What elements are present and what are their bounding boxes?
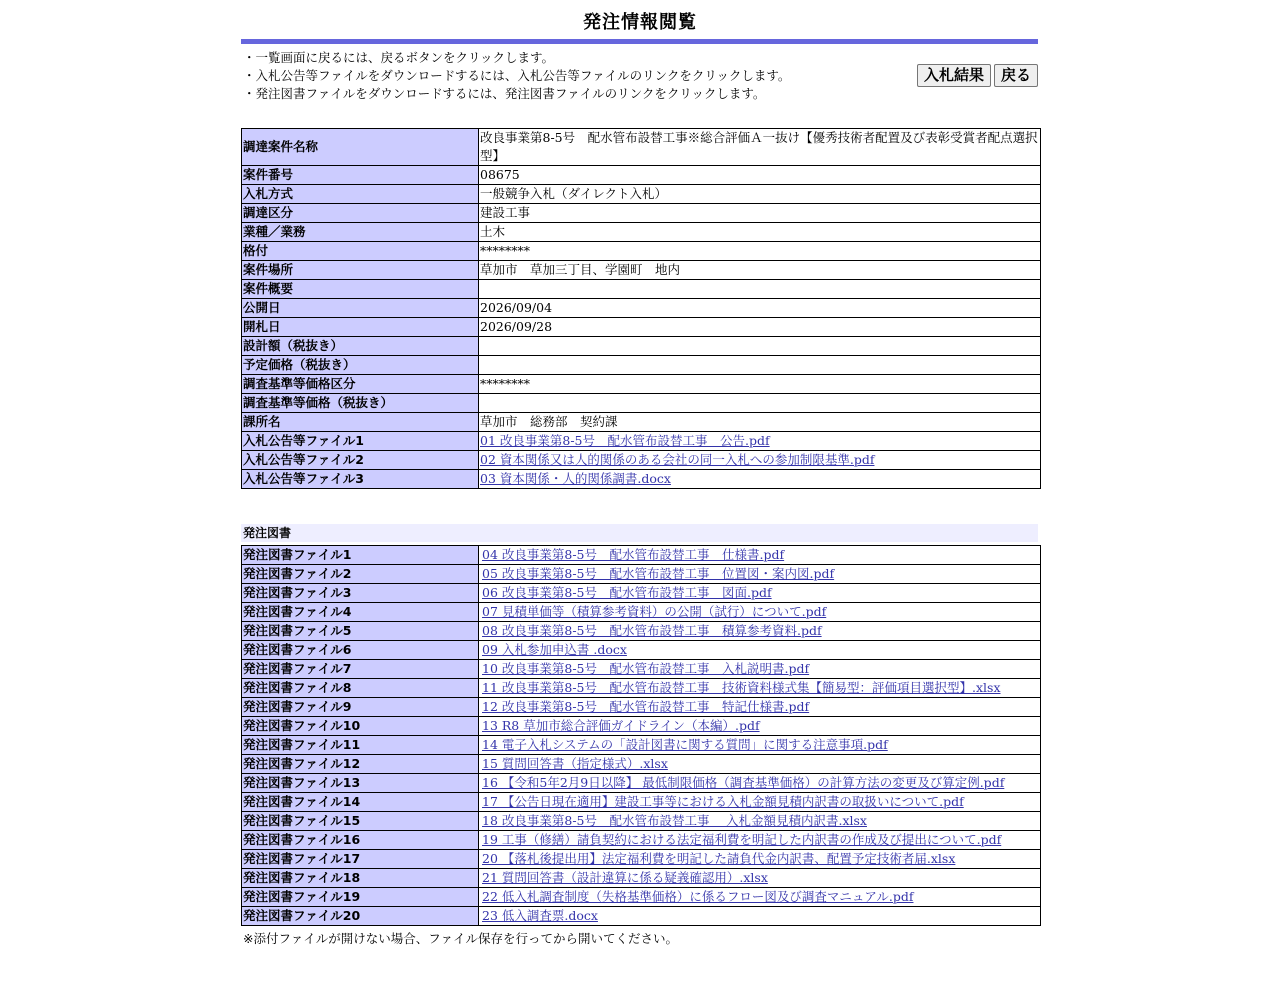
info-value: 2026/09/04 bbox=[479, 299, 1041, 318]
doc-file-row bbox=[242, 793, 1041, 812]
doc-file-label: 発注図書ファイル3 bbox=[242, 584, 479, 603]
doc-file-row bbox=[242, 850, 1041, 869]
doc-file-label: 発注図書ファイル9 bbox=[242, 698, 479, 717]
doc-file-label: 発注図書ファイル12 bbox=[242, 755, 479, 774]
info-label: 開札日 bbox=[242, 318, 479, 337]
doc-file-row bbox=[242, 907, 1041, 926]
doc-file-row bbox=[242, 622, 1041, 641]
doc-file-link[interactable]: 16 【令和5年2月9日以降】 最低制限価格（調査基準価格）の計算方法の変更及び算定例.pdf bbox=[482, 775, 1005, 790]
info-row bbox=[242, 185, 1041, 204]
doc-file-label: 発注図書ファイル2 bbox=[242, 565, 479, 584]
doc-file-row bbox=[242, 831, 1041, 850]
info-value: 草加市 草加三丁目、学園町 地内 bbox=[479, 261, 1041, 280]
doc-file-cell bbox=[479, 603, 1041, 622]
doc-file-label: 発注図書ファイル18 bbox=[242, 869, 479, 888]
doc-file-cell bbox=[479, 546, 1041, 565]
doc-file-label: 発注図書ファイル19 bbox=[242, 888, 479, 907]
doc-file-label: 発注図書ファイル4 bbox=[242, 603, 479, 622]
doc-file-link[interactable]: 06 改良事業第8-5号 配水管布設替工事 図面.pdf bbox=[482, 585, 772, 600]
doc-file-link[interactable]: 04 改良事業第8-5号 配水管布設替工事 仕様書.pdf bbox=[482, 547, 785, 562]
doc-file-row bbox=[242, 565, 1041, 584]
info-label: 調達区分 bbox=[242, 204, 479, 223]
notice-file-label: 入札公告等ファイル2 bbox=[242, 451, 479, 470]
action-buttons bbox=[917, 64, 1038, 87]
notice-file-link[interactable]: 02 資本関係又は人的関係のある会社の同一入札への参加制限基準.pdf bbox=[480, 452, 875, 467]
doc-file-row bbox=[242, 717, 1041, 736]
info-value: 改良事業第8-5号 配水管布設替工事※総合評価Ａ一抜け【優秀技術者配置及び表彰受賞者配点選択型】 bbox=[479, 129, 1041, 166]
doc-file-link[interactable]: 19 工事（修繕）請負契約における法定福利費を明記した内訳書の作成及び提出について.pdf bbox=[482, 832, 1002, 847]
doc-file-link[interactable]: 15 質問回答書（指定様式）.xlsx bbox=[482, 756, 668, 771]
info-label: 案件場所 bbox=[242, 261, 479, 280]
doc-file-label: 発注図書ファイル20 bbox=[242, 907, 479, 926]
doc-file-link[interactable]: 20 【落札後提出用】法定福利費を明記した請負代金内訳書、配置予定技術者届.xlsx bbox=[482, 851, 956, 866]
doc-file-link[interactable]: 21 質問回答書（設計違算に係る疑義確認用）.xlsx bbox=[482, 870, 768, 885]
instruction-line: ・入札公告等ファイルをダウンロードするには、入札公告等ファイルのリンクをクリックします。 bbox=[243, 68, 791, 83]
doc-file-cell bbox=[479, 793, 1041, 812]
doc-file-cell bbox=[479, 812, 1041, 831]
notice-file-cell bbox=[479, 470, 1041, 489]
docs-section-title: 発注図書 bbox=[241, 524, 1038, 542]
doc-file-label: 発注図書ファイル7 bbox=[242, 660, 479, 679]
info-value: ******** bbox=[479, 242, 1041, 261]
notice-file-row bbox=[242, 451, 1041, 470]
info-row bbox=[242, 337, 1041, 356]
info-label: 業種／業務 bbox=[242, 223, 479, 242]
info-value: 一般競争入札（ダイレクト入札） bbox=[479, 185, 1041, 204]
doc-file-label: 発注図書ファイル6 bbox=[242, 641, 479, 660]
info-value bbox=[479, 356, 1041, 375]
doc-file-cell bbox=[479, 888, 1041, 907]
doc-file-link[interactable]: 10 改良事業第8-5号 配水管布設替工事 入札説明書.pdf bbox=[482, 661, 810, 676]
info-label: 入札方式 bbox=[242, 185, 479, 204]
doc-file-row bbox=[242, 679, 1041, 698]
doc-file-label: 発注図書ファイル11 bbox=[242, 736, 479, 755]
doc-file-link[interactable]: 18 改良事業第8-5号 配水管布設替工事 入札金額見積内訳書.xlsx bbox=[482, 813, 867, 828]
doc-file-link[interactable]: 23 低入調査票.docx bbox=[482, 908, 598, 923]
info-value: 08675 bbox=[479, 166, 1041, 185]
doc-file-cell bbox=[479, 565, 1041, 584]
doc-file-link[interactable]: 22 低入札調査制度（失格基準価格）に係るフロー図及び調査マニュアル.pdf bbox=[482, 889, 914, 904]
bid-result-button[interactable]: 入札結果 bbox=[917, 64, 991, 87]
notice-file-cell bbox=[479, 451, 1041, 470]
doc-file-cell bbox=[479, 736, 1041, 755]
doc-file-cell bbox=[479, 679, 1041, 698]
doc-file-link[interactable]: 07 見積単価等（積算参考資料）の公開（試行）について.pdf bbox=[482, 604, 827, 619]
info-value bbox=[479, 394, 1041, 413]
doc-file-cell bbox=[479, 660, 1041, 679]
info-value: ******** bbox=[479, 375, 1041, 394]
page-title: 発注情報閲覧 bbox=[583, 12, 697, 33]
doc-file-row bbox=[242, 774, 1041, 793]
info-row bbox=[242, 129, 1041, 166]
title-divider bbox=[241, 39, 1038, 44]
notice-file-cell bbox=[479, 432, 1041, 451]
doc-file-link[interactable]: 08 改良事業第8-5号 配水管布設替工事 積算参考資料.pdf bbox=[482, 623, 822, 638]
doc-file-cell bbox=[479, 831, 1041, 850]
doc-file-row bbox=[242, 812, 1041, 831]
doc-file-label: 発注図書ファイル1 bbox=[242, 546, 479, 565]
doc-file-cell bbox=[479, 641, 1041, 660]
doc-file-label: 発注図書ファイル16 bbox=[242, 831, 479, 850]
notice-file-link[interactable]: 03 資本関係・人的関係調書.docx bbox=[480, 471, 671, 486]
info-row bbox=[242, 318, 1041, 337]
info-row bbox=[242, 299, 1041, 318]
doc-file-cell bbox=[479, 774, 1041, 793]
info-label: 公開日 bbox=[242, 299, 479, 318]
doc-file-cell bbox=[479, 907, 1041, 926]
info-row bbox=[242, 280, 1041, 299]
info-label: 課所名 bbox=[242, 413, 479, 432]
doc-file-cell bbox=[479, 698, 1041, 717]
doc-file-cell bbox=[479, 869, 1041, 888]
info-row bbox=[242, 223, 1041, 242]
info-row bbox=[242, 375, 1041, 394]
info-label: 案件番号 bbox=[242, 166, 479, 185]
info-value bbox=[479, 337, 1041, 356]
info-label: 予定価格（税抜き） bbox=[242, 356, 479, 375]
info-row bbox=[242, 413, 1041, 432]
info-row bbox=[242, 242, 1041, 261]
back-button[interactable]: 戻る bbox=[994, 64, 1038, 87]
doc-file-row bbox=[242, 755, 1041, 774]
info-label: 調査基準等価格（税抜き） bbox=[242, 394, 479, 413]
doc-file-label: 発注図書ファイル15 bbox=[242, 812, 479, 831]
doc-file-link[interactable]: 11 改良事業第8-5号 配水管布設替工事 技術資料様式集【簡易型：評価項目選択型】.xlsx bbox=[482, 680, 1001, 695]
doc-file-label: 発注図書ファイル17 bbox=[242, 850, 479, 869]
info-label: 設計額（税抜き） bbox=[242, 337, 479, 356]
info-value: 2026/09/28 bbox=[479, 318, 1041, 337]
doc-file-link[interactable]: 09 入札参加申込書 .docx bbox=[482, 642, 627, 657]
doc-file-row bbox=[242, 603, 1041, 622]
doc-file-label: 発注図書ファイル8 bbox=[242, 679, 479, 698]
info-label: 案件概要 bbox=[242, 280, 479, 299]
info-label: 格付 bbox=[242, 242, 479, 261]
info-row bbox=[242, 166, 1041, 185]
info-value bbox=[479, 280, 1041, 299]
notice-file-row bbox=[242, 470, 1041, 489]
doc-file-row bbox=[242, 736, 1041, 755]
doc-file-label: 発注図書ファイル14 bbox=[242, 793, 479, 812]
info-row bbox=[242, 261, 1041, 280]
doc-file-row bbox=[242, 869, 1041, 888]
doc-file-row bbox=[242, 698, 1041, 717]
doc-file-link[interactable]: 12 改良事業第8-5号 配水管布設替工事 特記仕様書.pdf bbox=[482, 699, 810, 714]
info-value: 草加市 総務部 契約課 bbox=[479, 413, 1041, 432]
doc-file-cell bbox=[479, 850, 1041, 869]
order-docs-table bbox=[241, 545, 1041, 926]
order-info-table bbox=[241, 128, 1041, 489]
doc-file-link[interactable]: 14 電子入札システムの「設計図書に関する質問」に関する注意事項.pdf bbox=[482, 737, 888, 752]
footnote: ※添付ファイルが開けない場合、ファイル保存を行ってから開いてください。 bbox=[243, 931, 678, 946]
doc-file-cell bbox=[479, 717, 1041, 736]
doc-file-label: 発注図書ファイル5 bbox=[242, 622, 479, 641]
notice-file-label: 入札公告等ファイル3 bbox=[242, 470, 479, 489]
info-value: 建設工事 bbox=[479, 204, 1041, 223]
doc-file-label: 発注図書ファイル13 bbox=[242, 774, 479, 793]
instructions bbox=[241, 49, 1039, 115]
doc-file-row bbox=[242, 888, 1041, 907]
doc-file-row bbox=[242, 584, 1041, 603]
info-label: 調達案件名称 bbox=[242, 129, 479, 166]
info-row bbox=[242, 356, 1041, 375]
doc-file-row bbox=[242, 641, 1041, 660]
info-label: 調査基準等価格区分 bbox=[242, 375, 479, 394]
doc-file-label: 発注図書ファイル10 bbox=[242, 717, 479, 736]
doc-file-cell bbox=[479, 622, 1041, 641]
info-row bbox=[242, 204, 1041, 223]
doc-file-link[interactable]: 05 改良事業第8-5号 配水管布設替工事 位置図・案内図.pdf bbox=[482, 566, 835, 581]
notice-file-row bbox=[242, 432, 1041, 451]
info-row bbox=[242, 394, 1041, 413]
doc-file-cell bbox=[479, 584, 1041, 603]
info-value: 土木 bbox=[479, 223, 1041, 242]
doc-file-cell bbox=[479, 755, 1041, 774]
doc-file-row bbox=[242, 660, 1041, 679]
doc-file-link[interactable]: 17 【公告日現在適用】建設工事等における入札金額見積内訳書の取扱いについて.pdf bbox=[482, 794, 964, 809]
doc-file-link[interactable]: 13 R8 草加市総合評価ガイドライン（本編）.pdf bbox=[482, 718, 760, 733]
doc-file-row bbox=[242, 546, 1041, 565]
instruction-line: ・発注図書ファイルをダウンロードするには、発注図書ファイルのリンクをクリックします。 bbox=[243, 86, 766, 101]
notice-file-link[interactable]: 01 改良事業第8-5号 配水管布設替工事 公告.pdf bbox=[480, 433, 770, 448]
notice-file-label: 入札公告等ファイル1 bbox=[242, 432, 479, 451]
instruction-line: ・一覧画面に戻るには、戻るボタンをクリックします。 bbox=[243, 50, 555, 65]
page bbox=[241, 0, 1039, 947]
